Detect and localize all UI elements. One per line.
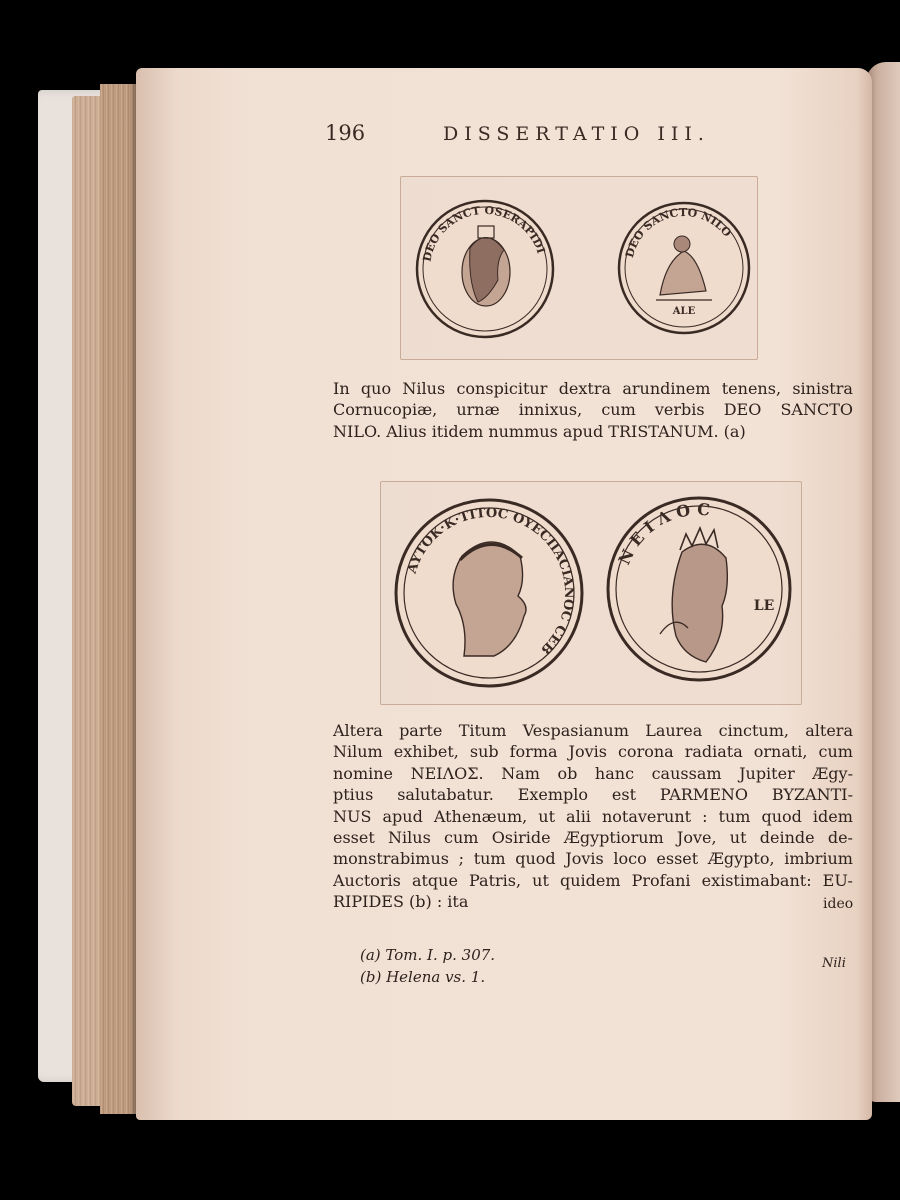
- text-line: RIPIDES (b) : ita: [333, 892, 469, 912]
- footnote: (b) Helena vs. 1.: [360, 968, 486, 986]
- paragraph-1: [333, 378, 853, 442]
- footnotes: [360, 944, 495, 988]
- footnote: (a) Tom. I. p. 307.: [360, 946, 496, 964]
- text-line: NILO. Alius itidem nummus apud TRISTANUM. (a): [333, 421, 746, 441]
- coin-serapis: [414, 198, 556, 340]
- page-number: 196: [325, 121, 366, 145]
- coin-nilus-legend: DEO SANCTO NILO: [623, 205, 734, 260]
- text-line: Cornucopiæ, urnæ innixus, cum verbis DEO SANCTO: [333, 400, 853, 420]
- text-line: In quo Nilus conspicitur dextra arundinem tenens, sinistra: [333, 379, 853, 398]
- coin-serapis-legend: DEO SANCT OSERAPIDI: [420, 203, 548, 263]
- catchword-side: ideo: [823, 896, 854, 912]
- running-head: DISSERTATIO III.: [443, 123, 710, 145]
- paragraph-2: [333, 720, 853, 913]
- coin-mark: LE: [753, 598, 775, 614]
- coin-nilus-exergue: ALE: [672, 306, 696, 317]
- text-line: Altera parte Titum Vespasianum Laurea cinctum, altera: [333, 721, 853, 740]
- text-line: nomine ΝΕΙΛΟΣ. Nam ob hanc caussam Jupiter Ægy-: [333, 763, 853, 783]
- coin-nilus-jupiter-legend: NEIΛOC: [614, 499, 717, 568]
- coin-nilus: [616, 200, 752, 336]
- text-line: Auctoris atque Patris, ut quidem Profani existimabant: EU-: [333, 870, 853, 890]
- coin-titus: [392, 496, 586, 690]
- text-line: monstrabimus ; tum quod Jovis loco esset Ægypto, imbrium: [333, 849, 853, 869]
- page-header: [325, 121, 745, 151]
- text-line: ptius salutabatur. Exemplo est PARMENO BYZANTI-: [333, 785, 853, 805]
- coin-nilus-jupiter: [604, 494, 794, 684]
- text-line: Nilum exhibet, sub forma Jovis corona radiata ornati, cum: [333, 742, 853, 762]
- text-line: NUS apud Athenæum, ut alii notaverunt : tum quod idem: [333, 806, 853, 826]
- catchword: Nili: [822, 956, 846, 971]
- text-line: esset Nilus cum Osiride Ægyptiorum Jove, ut deinde de-: [333, 827, 853, 847]
- coin-titus-legend: AYTOK·K·TITOC OYECΠACIANOC CEB: [404, 505, 577, 657]
